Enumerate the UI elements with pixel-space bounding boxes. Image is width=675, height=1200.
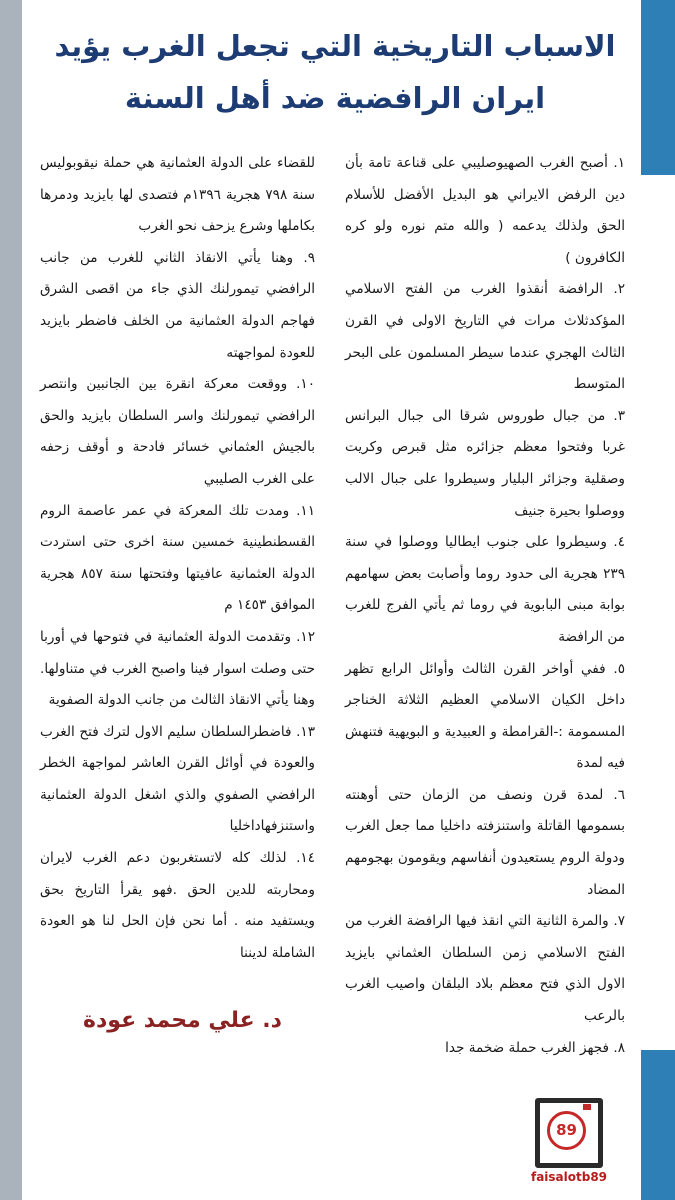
author-signature: د. علي محمد عودة [83,1008,282,1033]
logo-handle: faisalotb89 [530,1170,608,1184]
logo-number: 89 [547,1111,586,1150]
paragraph: ٨. فجهز الغرب حملة ضخمة جدا [445,1039,625,1056]
title-line-2: ايران الرافضية ضد أهل السنة [124,81,546,115]
paragraph: ٣. من جبال طوروس شرقا الى جبال البرانس غربا وفتحوا معظم جزائره مثل قبرص وكريت وصقلية وجزائر البليار وسيطروا على جبال الالب ووصلوا بحيرة جنيف [345,407,625,519]
right-bottom-decorative-bar [641,1050,675,1200]
paragraph: ١٣. فاضطرالسلطان سليم الاول لترك فتح الغرب والعودة في أوائل القرن العاشر لمواجهة الخطر الرافضي الصفوي والذي اشغل الدولة العثمانية واستنزفهاداخليا [40,723,315,835]
page-title [40,20,630,124]
paragraph: ١١. ومدت تلك المعركة في عمر عاصمة الروم القسطنطينية خمسين سنة اخرى حتى استردت الدولة العثمانية عافيتها وفتحتها سنة ٨٥٧ هجرية الموافق ١٤٥٣ م [40,502,315,614]
paragraph: ٤. وسيطروا على جنوب ايطاليا ووصلوا في سنة ٢٣٩ هجرية الى حدود روما وأصابت بعض سهامهم بوابة مبنى البابوية في روما ثم يأتي الفرج للغرب من الرافضة [345,534,625,645]
paragraph: ١٠. ووقعت معركة انقرة بين الجانبين وانتصر الرافضي تيمورلنك واسر السلطان بايزيد والحق بالجيش العثماني خسائر فادحة و أوقف زحفه على الغرب الصليبي [40,376,315,487]
right-top-decorative-bar [641,0,675,175]
left-decorative-bar [0,0,22,1200]
camera-flash-mark [583,1104,591,1110]
paragraph: ٩. وهنا يأتي الانقاذ الثاني للغرب من جانب الرافضي تيمورلنك الذي جاء من اقصى الشرق فهاجم الدولة العثمانية من الخلف فاضطر بايزيد للعودة لمواجهته [40,249,315,361]
paragraph: ١٢. وتقدمت الدولة العثمانية في فتوحها في أوربا حتى وصلت اسوار فينا واصبح الغرب في متناولها. وهنا يأتي الانقاذ الثالث من جانب الدولة الصفوية [40,628,315,709]
paragraph: ١. أصبح الغرب الصهيوصليبي على قناعة تامة بأن دين الرفض الايراني هو البديل الأفضل للأسلام الحق ولذلك يدعمه ( والله متم نوره ولو كره الكافرون ) [345,155,625,266]
paragraph: ٦. لمدة قرن ونصف من الزمان حتى أوهنته بسمومها القاتلة واستنزفته داخليا مما جعل الغرب ودولة الروم يستعيدون أنفاسهم ويقومون بهجومهم المضاد [345,786,625,898]
paragraph: ٢. الرافضة أنقذوا الغرب من الفتح الاسلامي المؤكدثلاث مرات في التاريخ الاولى في القرن الثالث الهجري عندما سيطر المسلمون على البحر المتوسط [345,281,625,393]
left-text-column [40,148,315,969]
title-line-1: الاسباب التاريخية التي تجعل الغرب يؤيد [54,29,616,63]
paragraph: ١٤. لذلك كله لاتستغربون دعم الغرب لايران ومحاربته للدين الحق .فهو يقرأ التاريخ بحق ويستفيد منه . أما نحن فإن الحل لنا هو العودة الشاملة لديننا [40,850,315,961]
camera-logo-icon [527,1098,607,1190]
right-text-column [345,148,625,1064]
paragraph: ٥. ففي أواخر القرن الثالث وأوائل الرابع تظهر داخل الكيان الاسلامي العظيم الثلاثة الخناجر المسمومة :-القرامطة و العبيدية و البويهية فتنهش فيه لمدة [345,660,625,772]
paragraph: ٧. والمرة الثانية التي انقذ فيها الرافضة الغرب من الفتح الاسلامي زمن السلطان العثماني بايزيد الاول الذي فتح معظم بلاد البلقان واصيب الغرب بالرعب [345,913,625,1025]
paragraph: للقضاء على الدولة العثمانية هي حملة نيقوبوليس سنة ٧٩٨ هجرية ١٣٩٦م فتصدى لها بايزيد ودمرها بكاملها وشرع يزحف نحو الغرب [40,155,315,235]
